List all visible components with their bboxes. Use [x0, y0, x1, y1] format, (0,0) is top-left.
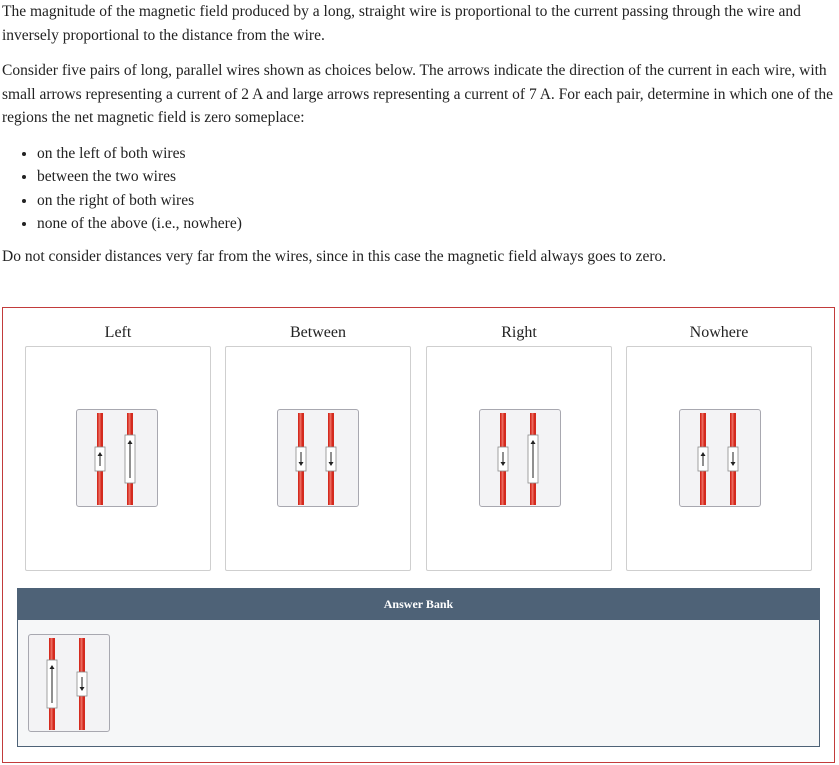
right-wire: [77, 638, 87, 730]
answer-bank-header: Answer Bank: [17, 588, 820, 620]
left-wire: [95, 413, 105, 505]
wire-pair-icon: [680, 410, 760, 506]
drop-zone-right[interactable]: [426, 346, 612, 571]
left-wire: [47, 638, 57, 730]
region-options-list: [2, 142, 836, 236]
wire-pair-icon: [278, 410, 358, 506]
zone-title-between: Between: [290, 324, 346, 341]
wire-pair-card[interactable]: [277, 409, 359, 507]
question-prompt: [2, 0, 836, 280]
option-item: • none of the above (i.e., nowhere): [37, 212, 836, 236]
left-wire: [296, 413, 306, 505]
wire-pair-card[interactable]: [679, 409, 761, 507]
zone-title-nowhere: Nowhere: [689, 324, 749, 341]
option-item: • between the two wires: [37, 165, 836, 189]
drop-zone-between[interactable]: [225, 346, 411, 571]
answer-bank[interactable]: [17, 620, 820, 747]
zone-title-right: Right: [501, 324, 537, 341]
right-wire: [528, 413, 538, 505]
prompt-paragraph-3: Do not consider distances very far from the wires, since in this case the magnetic field always goes to zero.: [2, 247, 667, 265]
right-wire: [125, 413, 135, 505]
option-item: • on the left of both wires: [37, 142, 836, 166]
option-item: • on the right of both wires: [37, 189, 836, 213]
wire-pair-icon: [29, 635, 109, 731]
left-wire: [498, 413, 508, 505]
wire-pair-card[interactable]: [76, 409, 158, 507]
wire-pair-card[interactable]: [479, 409, 561, 507]
drop-zone-left[interactable]: [25, 346, 211, 571]
prompt-paragraph-1: The magnitude of the magnetic field produced by a long, straight wire is proportional to the current passing through the wire and inversely proportional to the distance from the wire.: [2, 3, 801, 44]
left-wire: [698, 413, 708, 505]
prompt-paragraph-2: Consider five pairs of long, parallel wires shown as choices below. The arrows indicate the direction of the current in each wire, with small arrows representing a current of 2 A and large arrows representing a current of 7 A. For each pair, determine in which one of the regions the net magnetic field is zero someplace:: [2, 62, 834, 126]
zone-title-left: Left: [104, 324, 132, 341]
wire-pair-icon: [77, 410, 157, 506]
right-wire: [728, 413, 738, 505]
drag-and-drop-panel: [2, 307, 835, 763]
right-wire: [326, 413, 336, 505]
wire-pair-icon: [480, 410, 560, 506]
wire-pair-card[interactable]: [28, 634, 110, 732]
drop-zone-nowhere[interactable]: [626, 346, 812, 571]
